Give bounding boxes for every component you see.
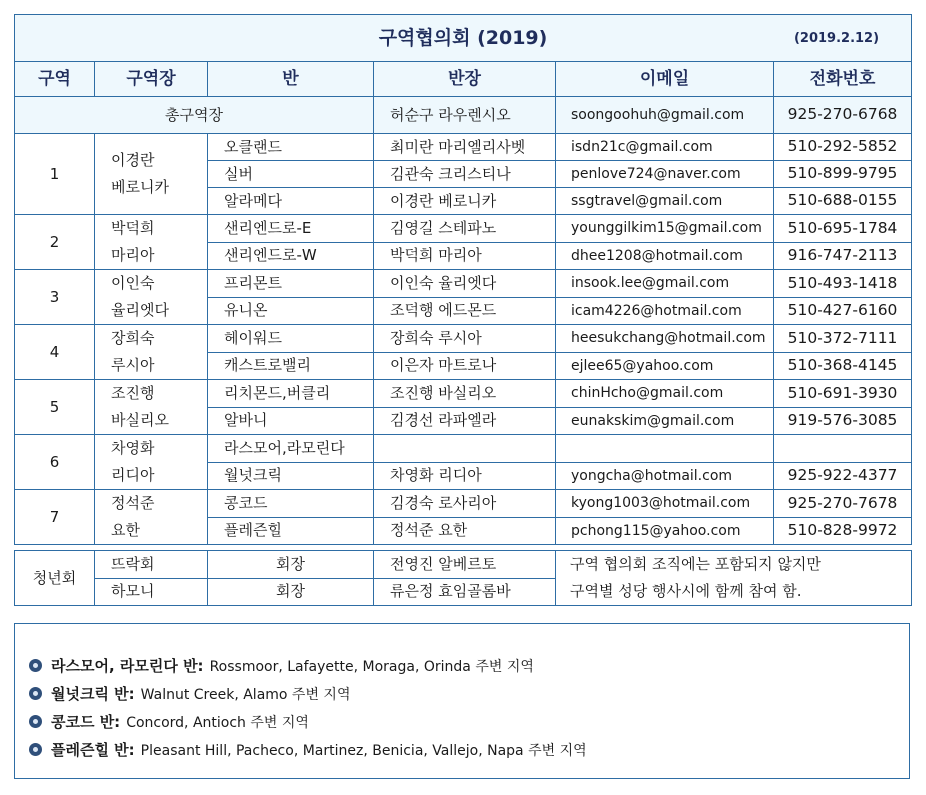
youth-name: 류은정 효임골롬바 [374, 578, 556, 606]
youth-table [14, 550, 912, 606]
district-leader-name: 박덕희 [111, 219, 155, 237]
ban-leader: 김관숙 크리스티나 [374, 161, 556, 188]
ban-leader [374, 435, 556, 463]
area-note-item [29, 711, 309, 732]
district-leader [95, 490, 208, 545]
column-header-email: 이메일 [556, 62, 774, 97]
youth-row [15, 551, 912, 579]
district-leader [95, 215, 208, 270]
ban-name: 알라메다 [208, 188, 374, 215]
area-note-item [29, 683, 350, 704]
table-row [15, 134, 912, 161]
district-number: 5 [15, 380, 95, 435]
area-note-item [29, 655, 534, 676]
ban-leader-email[interactable]: chinHcho@gmail.com [556, 380, 774, 408]
ban-leader-phone: 510-695-1784 [774, 215, 912, 243]
ban-leader-phone: 510-368-4145 [774, 352, 912, 380]
ban-leader-email[interactable]: penlove724@naver.com [556, 161, 774, 188]
ban-leader-phone: 510-372-7111 [774, 325, 912, 353]
table-row [15, 270, 912, 298]
ban-leader-email[interactable]: dhee1208@hotmail.com [556, 242, 774, 270]
district-council-table [14, 14, 912, 545]
ban-leader-phone: 510-427-6160 [774, 297, 912, 325]
ban-leader: 조진행 바실리오 [374, 380, 556, 408]
ban-leader: 장희숙 루시아 [374, 325, 556, 353]
ban-name: 캐스트로밸리 [208, 352, 374, 380]
district-number: 1 [15, 134, 95, 215]
ban-name: 콩코드 [208, 490, 374, 518]
area-note-text: Pleasant Hill, Pacheco, Martinez, Benicia, Vallejo, Napa 주변 지역 [140, 742, 587, 759]
youth-note [556, 551, 912, 606]
ban-leader-phone: 510-899-9795 [774, 161, 912, 188]
ban-leader-phone: 925-270-7678 [774, 490, 912, 518]
district-number: 4 [15, 325, 95, 380]
area-note-label: 라스모어, 라모린다 반: [51, 657, 204, 675]
ban-leader-phone: 919-576-3085 [774, 407, 912, 435]
column-header-district-leader: 구역장 [95, 62, 208, 97]
ban-leader-email[interactable]: younggilkim15@gmail.com [556, 215, 774, 243]
ban-leader: 이은자 마트로나 [374, 352, 556, 380]
district-number: 3 [15, 270, 95, 325]
general-leader-name: 허순구 라우렌시오 [374, 97, 556, 134]
district-leader [95, 270, 208, 325]
youth-note-line: 구역별 성당 행사시에 함께 참여 함. [570, 582, 802, 600]
area-notes-box [14, 623, 910, 779]
district-leader-baptismal-name: 마리아 [111, 246, 155, 264]
district-leader [95, 380, 208, 435]
general-leader-label: 총구역장 [15, 97, 374, 134]
ban-leader-email[interactable]: eunakskim@gmail.com [556, 407, 774, 435]
ban-leader: 김경선 라파엘라 [374, 407, 556, 435]
ban-leader-email[interactable] [556, 435, 774, 463]
ban-leader: 김경숙 로사리아 [374, 490, 556, 518]
youth-group: 하모니 [95, 578, 208, 606]
ban-leader-phone: 510-493-1418 [774, 270, 912, 298]
document-date: (2019.2.12) [793, 31, 880, 46]
column-header-district: 구역 [15, 62, 95, 97]
ban-leader: 정석준 요한 [374, 517, 556, 545]
header-row [15, 62, 912, 97]
ban-leader-email[interactable]: ejlee65@yahoo.com [556, 352, 774, 380]
ban-leader-email[interactable]: yongcha@hotmail.com [556, 462, 774, 490]
district-leader-baptismal-name: 루시아 [111, 356, 155, 374]
ban-name: 오클랜드 [208, 134, 374, 161]
district-leader-baptismal-name: 요한 [111, 521, 140, 539]
table-row [15, 215, 912, 243]
district-leader-name: 이경란 [111, 151, 155, 169]
ban-leader-email[interactable]: heesukchang@hotmail.com [556, 325, 774, 353]
ban-name: 플레즌힐 [208, 517, 374, 545]
ban-name: 라스모어,라모린다 [208, 435, 374, 463]
ban-leader-email[interactable]: ssgtravel@gmail.com [556, 188, 774, 215]
column-header-phone: 전화번호 [774, 62, 912, 97]
ban-leader-phone: 510-292-5852 [774, 134, 912, 161]
ban-name: 알바니 [208, 407, 374, 435]
ban-name: 월넛크릭 [208, 462, 374, 490]
ban-leader: 이인숙 율리엣다 [374, 270, 556, 298]
area-note-text: Rossmoor, Lafayette, Moraga, Orinda 주변 지역 [209, 658, 534, 675]
ban-leader-email[interactable]: insook.lee@gmail.com [556, 270, 774, 298]
youth-role: 회장 [208, 551, 374, 579]
district-leader [95, 134, 208, 215]
area-note-label: 콩코드 반: [51, 713, 121, 731]
ban-leader-email[interactable]: kyong1003@hotmail.com [556, 490, 774, 518]
district-number: 7 [15, 490, 95, 545]
ban-leader-phone: 510-828-9972 [774, 517, 912, 545]
ban-name: 샌리엔드로-E [208, 215, 374, 243]
ban-name: 프리몬트 [208, 270, 374, 298]
ban-leader: 최미란 마리엘리사벳 [374, 134, 556, 161]
bullet-icon [29, 743, 42, 756]
ban-leader-phone: 916-747-2113 [774, 242, 912, 270]
ban-leader-phone: 925-922-4377 [774, 462, 912, 490]
ban-leader-email[interactable]: pchong115@yahoo.com [556, 517, 774, 545]
ban-leader: 이경란 베로니카 [374, 188, 556, 215]
ban-leader-email[interactable]: icam4226@hotmail.com [556, 297, 774, 325]
ban-name: 실버 [208, 161, 374, 188]
ban-name: 헤이워드 [208, 325, 374, 353]
area-note-item [29, 739, 587, 760]
column-header-ban-leader: 반장 [374, 62, 556, 97]
column-header-ban: 반 [208, 62, 374, 97]
youth-group: 뜨락회 [95, 551, 208, 579]
ban-leader: 조덕행 에드몬드 [374, 297, 556, 325]
ban-leader: 박덕희 마리아 [374, 242, 556, 270]
district-leader-name: 차영화 [111, 439, 155, 457]
ban-leader: 김영길 스테파노 [374, 215, 556, 243]
ban-leader-phone: 510-688-0155 [774, 188, 912, 215]
district-leader-baptismal-name: 율리엣다 [111, 301, 169, 319]
area-note-text: Concord, Antioch 주변 지역 [126, 714, 309, 731]
ban-name: 샌리엔드로-W [208, 242, 374, 270]
district-leader-baptismal-name: 리디아 [111, 466, 155, 484]
bullet-icon [29, 687, 42, 700]
bullet-icon [29, 659, 42, 672]
district-leader [95, 325, 208, 380]
general-leader-phone: 925-270-6768 [774, 97, 912, 134]
district-leader-baptismal-name: 베로니카 [111, 178, 169, 196]
district-leader-name: 정석준 [111, 494, 155, 512]
district-leader-name: 조진행 [111, 384, 155, 402]
table-row [15, 325, 912, 353]
ban-name: 유니온 [208, 297, 374, 325]
district-number: 6 [15, 435, 95, 490]
youth-name: 전영진 알베르토 [374, 551, 556, 579]
title-cell [15, 15, 912, 62]
general-leader-email[interactable]: soongoohuh@gmail.com [556, 97, 774, 134]
district-number: 2 [15, 215, 95, 270]
area-note-label: 월넛크릭 반: [51, 685, 135, 703]
ban-leader: 차영화 리디아 [374, 462, 556, 490]
youth-label: 청년회 [15, 551, 95, 606]
ban-leader-phone [774, 435, 912, 463]
ban-leader-email[interactable]: isdn21c@gmail.com [556, 134, 774, 161]
youth-note-line: 구역 협의회 조직에는 포함되지 않지만 [570, 555, 821, 573]
table-row [15, 490, 912, 518]
table-row [15, 435, 912, 463]
ban-leader-phone: 510-691-3930 [774, 380, 912, 408]
bullet-icon [29, 715, 42, 728]
district-leader [95, 435, 208, 490]
ban-name: 리치몬드,버클리 [208, 380, 374, 408]
area-note-text: Walnut Creek, Alamo 주변 지역 [140, 686, 351, 703]
table-row [15, 380, 912, 408]
district-leader-name: 장희숙 [111, 329, 155, 347]
general-leader-row [15, 97, 912, 134]
youth-role: 회장 [208, 578, 374, 606]
district-leader-baptismal-name: 바실리오 [111, 411, 169, 429]
area-note-label: 플레즌힐 반: [51, 741, 135, 759]
district-leader-name: 이인숙 [111, 274, 155, 292]
page-title: 구역협의회 (2019) [378, 26, 548, 49]
